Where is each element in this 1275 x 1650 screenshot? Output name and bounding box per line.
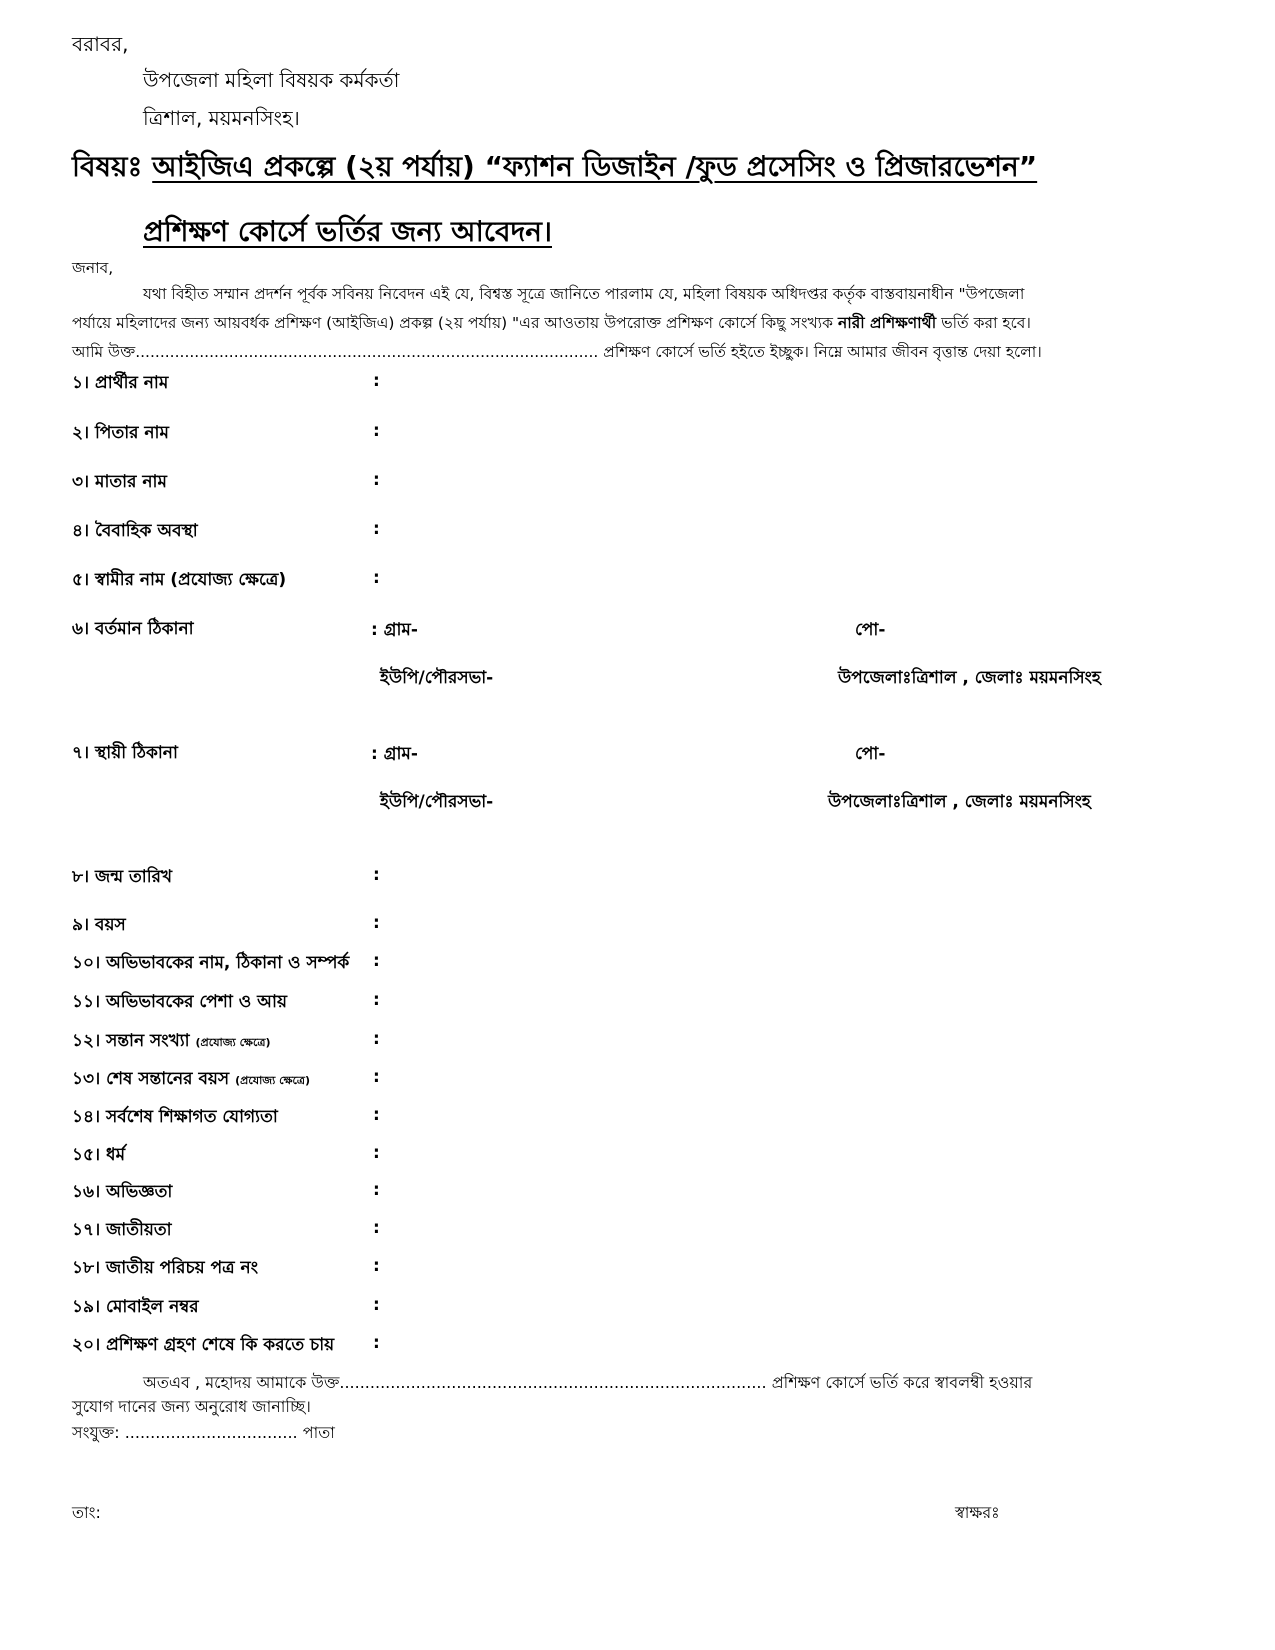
permanent-village: : গ্রাম- [371,744,418,764]
field-15-label: ১৫। ধর্ম [72,1145,126,1165]
field-9-colon: : [373,913,380,933]
field-8-colon: : [373,865,380,885]
body-line-3 [72,338,1042,367]
field-11-colon: : [373,990,380,1010]
field-11-label: ১১। অভিভাবকের পেশা ও আয় [72,992,287,1012]
present-village: : গ্রাম- [371,620,418,640]
permanent-upazila-district: উপজেলাঃত্রিশাল , জেলাঃ ময়মনসিংহ [828,792,1091,812]
subject-prefix: বিষয়ঃ [72,150,143,183]
field-7-label: ৭। স্থায়ী ঠিকানা [72,743,178,763]
field-6-label: ৬। বর্তমান ঠিকানা [72,619,194,639]
salutation-to: বরাবর, [72,32,129,56]
closing-course-blank: .................................................................................... [339,1373,767,1392]
field-2-colon: : [373,421,380,441]
attachment-blank: .................................. [124,1423,298,1442]
body-line-2-end: ভর্তি করা হবে। [941,314,1031,332]
field-13-colon: : [373,1067,380,1087]
greeting: জনাব, [72,259,114,277]
field-18-colon: : [373,1256,380,1276]
field-12-note: (প্রযোজ্য ক্ষেত্রে) [195,1036,271,1049]
field-20-label: ২০। প্রশিক্ষণ গ্রহণ শেষে কি করতে চায় [72,1335,335,1355]
course-blank: .............................................................................................. [135,343,599,361]
field-5-colon: : [373,568,380,588]
field-10-label: ১০। অভিভাবকের নাম, ঠিকানা ও সম্পর্ক [72,953,350,973]
subject-line-1 [72,145,1037,192]
field-13-label [72,1066,310,1094]
body-line-2-text: পর্যায়ে মহিলাদের জন্য আয়বর্ধক প্রশিক্ষণ (আইজিএ) প্রকল্প (২য় পর্যায়) "এর আওতায় উপরোক্ত প্রশিক্ষণ কোর্সে কিছু সংখ্যক [72,314,834,332]
field-4-colon: : [373,519,380,539]
field-1-colon: : [373,371,380,391]
field-10-colon: : [373,951,380,971]
present-upazila-district: উপজেলাঃত্রিশাল , জেলাঃ ময়মনসিংহ [838,668,1101,688]
body-line-3-end: প্রশিক্ষণ কোর্সে ভর্তি হইতে ইচ্ছুক। নিম্নে আমার জীবন বৃত্তান্ত দেয়া হলো। [603,343,1042,361]
field-1-label: ১। প্রার্থীর নাম [72,373,169,393]
field-3-colon: : [373,470,380,490]
field-14-label: ১৪। সর্বশেষ শিক্ষাগত যোগ্যতা [72,1107,278,1127]
attachment-line [72,1420,335,1447]
recipient-title: উপজেলা মহিলা বিষয়ক কর্মকর্তা [143,68,400,92]
subject-title: আইজিএ প্রকল্পে (২য় পর্যায়) “ফ্যাশন ডিজাইন /ফুড প্রসেসিং ও প্রিজারভেশন” [152,150,1038,183]
body-line-1: যথা বিহীত সম্মান প্রদর্শন পূর্বক সবিনয় নিবেদন এই যে, বিশ্বস্ত সূত্রে জানিতে পারলাম যে, মহিলা বিষয়ক অধিদপ্তর কর্তৃক বাস্তবায়নাধীন "উপজেলা [143,285,1025,303]
closing-line-1-start: অতএব , মহোদয় আমাকে উক্ত [143,1373,340,1392]
subject-title-cont: প্রশিক্ষণ কোর্সে ভর্তির জন্য আবেদন। [143,215,552,248]
field-19-label: ১৯। মোবাইল নম্বর [72,1297,199,1317]
closing-line-2: সুযোগ দানের জন্য অনুরোধ জানাচ্ছি। [72,1397,311,1416]
field-19-colon: : [373,1295,380,1315]
field-15-colon: : [373,1143,380,1163]
body-line-2-bold: নারী প্রশিক্ষণার্থী [837,314,937,332]
field-16-label: ১৬। অভিজ্ঞতা [72,1182,173,1202]
attachment-unit: পাতা [302,1423,335,1442]
field-4-label: ৪। বৈবাহিক অবস্থা [72,521,198,541]
field-3-label: ৩। মাতার নাম [72,472,167,492]
field-13-note: (প্রযোজ্য ক্ষেত্রে) [235,1074,311,1087]
recipient-location: ত্রিশাল, ময়মনসিংহ। [143,106,300,130]
field-18-label: ১৮। জাতীয় পরিচয় পত্র নং [72,1258,259,1278]
signature-label: স্বাক্ষরঃ [955,1503,1000,1522]
permanent-post: পো- [855,744,886,764]
subject-line-2 [143,210,552,257]
closing-line-1-end: প্রশিক্ষণ কোর্সে ভর্তি করে স্বাবলম্বী হওয়ার [771,1373,1033,1392]
present-post: পো- [855,620,886,640]
attachment-label: সংযুক্ত: [72,1423,120,1442]
field-20-colon: : [373,1333,380,1353]
field-13-text: ১৩। শেষ সন্তানের বয়স [72,1069,230,1089]
field-12-colon: : [373,1029,380,1049]
permanent-union: ইউপি/পৌরসভা- [380,792,494,812]
body-line-3-start: আমি উক্ত [72,343,136,361]
field-8-label: ৮। জন্ম তারিখ [72,867,173,887]
date-label: তাং: [72,1503,101,1522]
body-line-2 [72,309,1031,338]
field-17-label: ১৭। জাতীয়তা [72,1220,172,1240]
field-2-label: ২। পিতার নাম [72,423,169,443]
field-9-label: ৯। বয়স [72,915,126,935]
field-12-text: ১২। সন্তান সংখ্যা [72,1031,190,1051]
present-union: ইউপি/পৌরসভা- [380,668,494,688]
field-17-colon: : [373,1218,380,1238]
field-14-colon: : [373,1105,380,1125]
field-5-label: ৫। স্বামীর নাম (প্রযোজ্য ক্ষেত্রে) [72,570,287,590]
closing-line-1 [143,1370,1032,1397]
field-16-colon: : [373,1180,380,1200]
field-12-label [72,1028,270,1056]
